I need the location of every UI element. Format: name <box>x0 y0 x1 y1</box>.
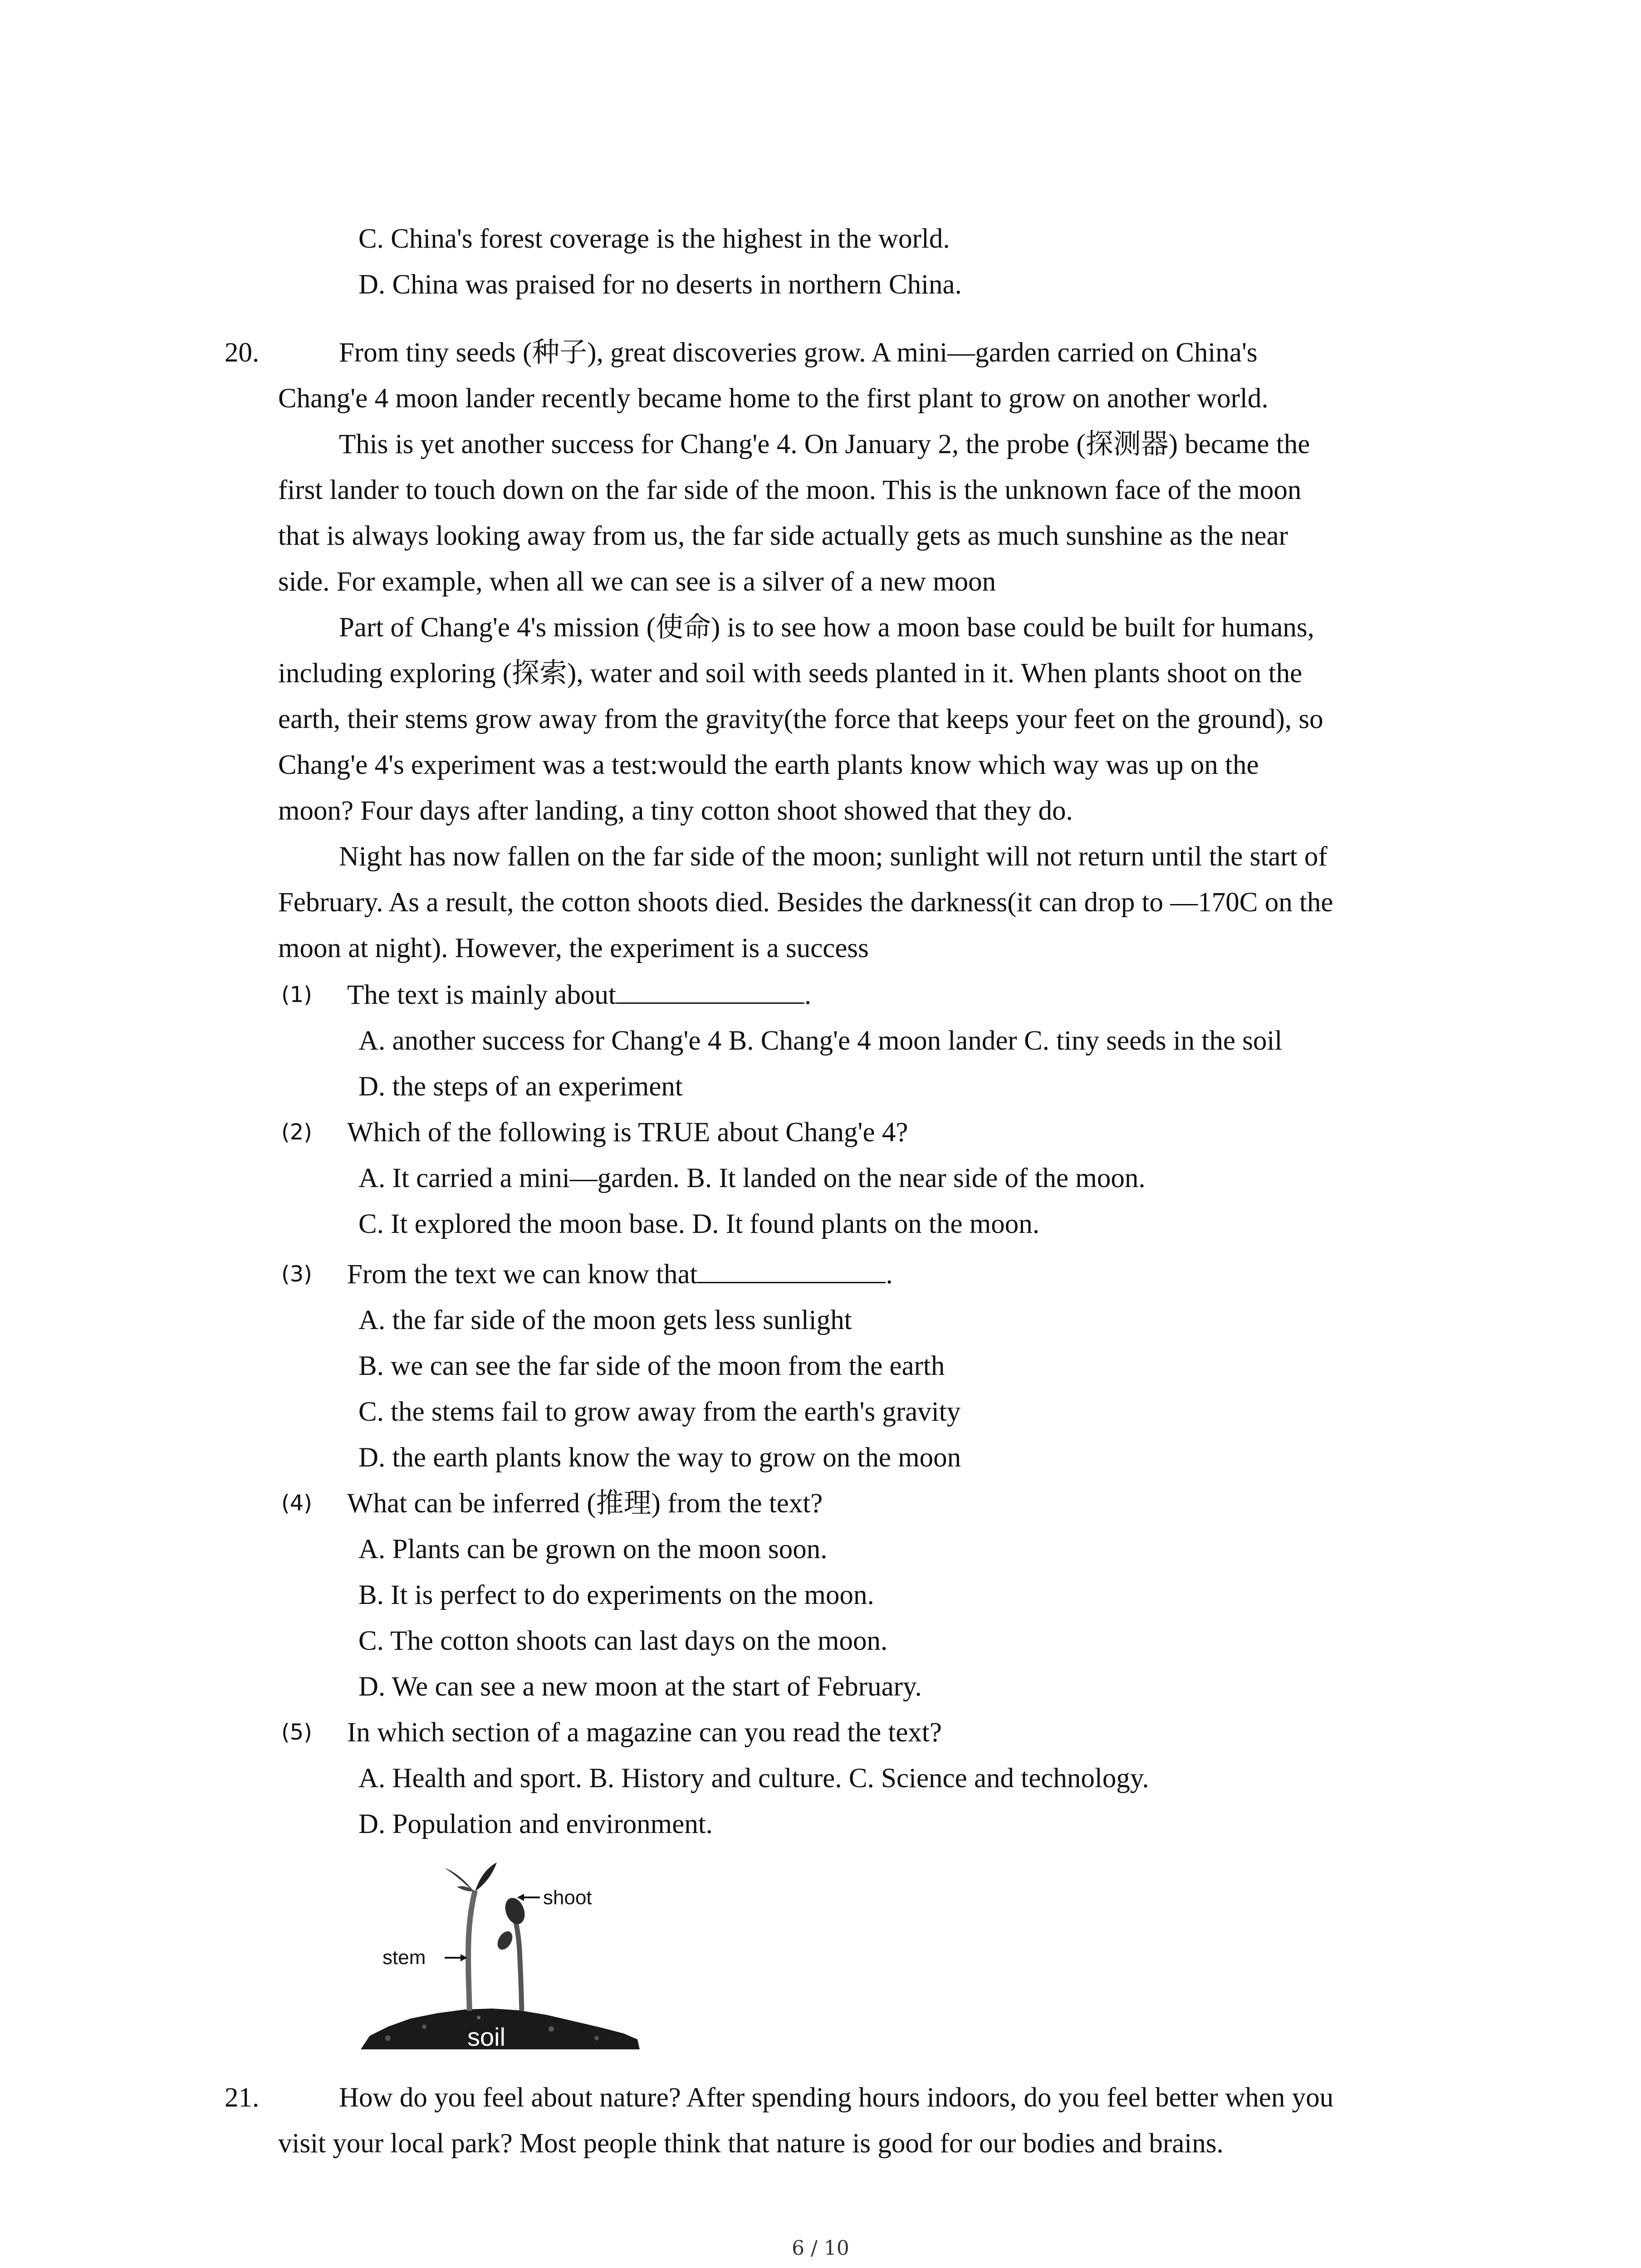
passage-line: including exploring (探索), water and soil with seeds planted in it. When plants shoot on the <box>278 658 1303 689</box>
question-number: 21. <box>225 2082 260 2113</box>
passage-line: side. For example, when all we can see is a silver of a new moon <box>278 567 996 597</box>
passage-line: From tiny seeds (种子), great discoveries grow. A mini—garden carried on China's <box>339 337 1258 368</box>
passage-line: that is always looking away from us, the far side actually gets as much sunshine as the near <box>278 521 1288 551</box>
soil-label: soil <box>467 2023 506 2051</box>
answer-option: D. Population and environment. <box>358 1809 713 1839</box>
seedling-illustration <box>361 1859 640 2054</box>
subquestion-stem: The text is mainly about . <box>347 972 811 1018</box>
leaf <box>475 1862 497 1892</box>
passage-line: Part of Chang'e 4's mission (使命) is to see how a moon base could be built for humans, <box>339 612 1314 643</box>
answer-option: A. It carried a mini—garden. B. It landed on the near side of the moon. <box>358 1163 1146 1193</box>
subquestion-number: (4) <box>281 1491 312 1516</box>
answer-option: C. the stems fail to grow away from the earth's gravity <box>358 1397 961 1427</box>
page-number: 6 / 10 <box>792 2237 849 2260</box>
passage-line: How do you feel about nature? After spending hours indoors, do you feel better when you <box>339 2082 1334 2113</box>
passage-line: Night has now fallen on the far side of the moon; sunlight will not return until the start of <box>339 841 1327 872</box>
subquestion-number: (5) <box>281 1720 312 1745</box>
answer-option: D. the earth plants know the way to grow on the moon <box>358 1442 961 1473</box>
answer-option: C. It explored the moon base. D. It found plants on the moon. <box>358 1209 1040 1239</box>
subquestion-stem: Which of the following is TRUE about Chang'e 4? <box>347 1117 908 1148</box>
answer-option: A. Plants can be grown on the moon soon. <box>358 1534 828 1564</box>
answer-option: C. The cotton shoots can last days on the moon. <box>358 1626 888 1656</box>
option-c: C. China's forest coverage is the highest in the world. <box>358 224 950 254</box>
passage-line: earth, their stems grow away from the gravity(the force that keeps your feet on the ground), so <box>278 704 1323 734</box>
stem-label: stem <box>382 1946 426 1969</box>
answer-option: A. another success for Chang'e 4 B. Chang'e 4 moon lander C. tiny seeds in the soil <box>358 1026 1283 1056</box>
question-number: 20. <box>225 337 260 368</box>
plant-figure <box>361 1859 640 2054</box>
answer-option: B. It is perfect to do experiments on the moon. <box>358 1580 874 1610</box>
answer-blank <box>697 1255 886 1283</box>
passage-line: This is yet another success for Chang'e 4. On January 2, the probe (探测器) became the <box>339 429 1310 459</box>
shoot <box>502 1895 528 1927</box>
passage-line: first lander to touch down on the far side of the moon. This is the unknown face of the moon <box>278 475 1302 505</box>
passage-line: Chang'e 4 moon lander recently became home to the first plant to grow on another world. <box>278 383 1269 414</box>
subquestion-number: (3) <box>281 1261 312 1287</box>
answer-option: A. the far side of the moon gets less sunlight <box>358 1305 852 1335</box>
subquestion-number: (1) <box>281 982 312 1007</box>
passage-line: February. As a result, the cotton shoots died. Besides the darkness(it can drop to —170C on the <box>278 887 1333 918</box>
passage-line: Chang'e 4's experiment was a test:would the earth plants know which way was up on the <box>278 750 1259 780</box>
subquestion-stem: What can be inferred (推理) from the text? <box>347 1488 823 1519</box>
subquestion-stem: From the text we can know that . <box>347 1251 893 1297</box>
answer-option: B. we can see the far side of the moon from the earth <box>358 1351 945 1381</box>
stem-left <box>468 1891 475 2011</box>
passage-line: visit your local park? Most people think that nature is good for our bodies and brains. <box>278 2128 1224 2159</box>
shoot-label: shoot <box>543 1887 592 1909</box>
answer-option: D. the steps of an experiment <box>358 1071 683 1102</box>
subquestion-number: (2) <box>281 1119 312 1145</box>
answer-option: D. We can see a new moon at the start of February. <box>358 1672 922 1702</box>
stem-right <box>514 1916 522 2011</box>
option-d: D. China was praised for no deserts in northern China. <box>358 269 962 300</box>
passage-line: moon? Four days after landing, a tiny cotton shoot showed that they do. <box>278 796 1073 826</box>
subquestion-stem: In which section of a magazine can you read the text? <box>347 1717 942 1748</box>
answer-blank <box>616 975 804 1004</box>
passage-line: moon at night). However, the experiment is a success <box>278 933 869 963</box>
answer-option: A. Health and sport. B. History and culture. C. Science and technology. <box>358 1763 1149 1794</box>
